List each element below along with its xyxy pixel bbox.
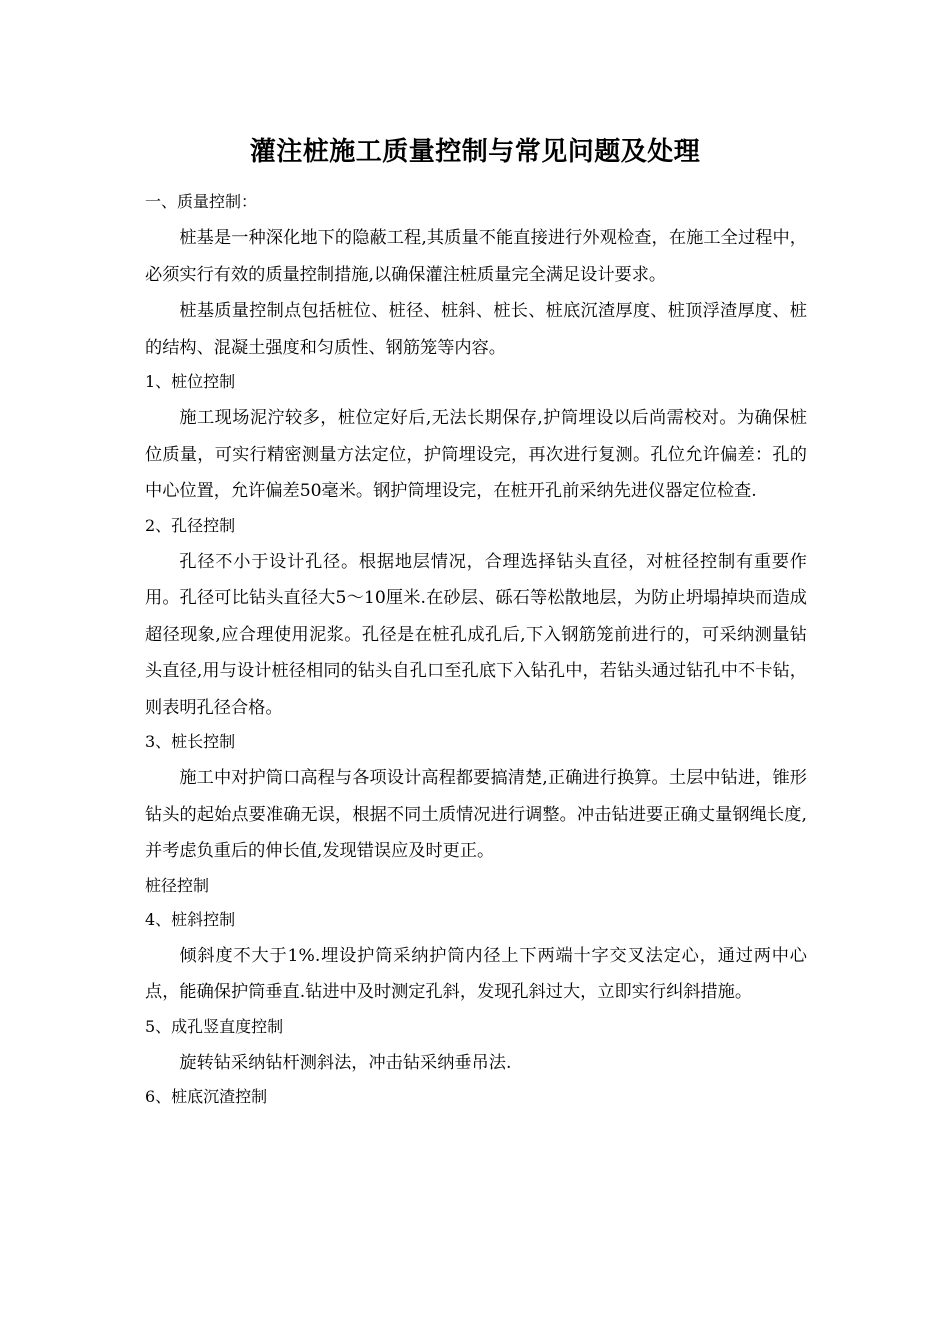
paragraph-pile-length: 施工中对护筒口高程与各项设计高程都要搞清楚,正确进行换算。土层中钻进，锥形钻头的起始点要准确无误，根据不同土质情况进行调整。冲击钻进要正确丈量钢绳长度,并考虑负重后的伸长值,发现错误应及时更正。 <box>145 768 807 861</box>
paragraph-intro: 桩基是一种深化地下的隐蔽工程,其质量不能直接进行外观检查，在施工全过程中，必须实行有效的质量控制措施,以确保灌注桩质量完全满足设计要求。 <box>145 228 807 285</box>
paragraph-control-points: 桩基质量控制点包括桩位、桩径、桩斜、桩长、桩底沉渣厚度、桩顶浮渣厚度、桩的结构、混凝土强度和匀质性、钢筋笼等内容。 <box>145 301 807 358</box>
paragraph-verticality: 旋转钻采纳钻杆测斜法，冲击钻采纳垂吊法. <box>179 1052 512 1073</box>
section-heading-quality-control: 一、质量控制： <box>145 192 258 211</box>
document-title: 灌注桩施工质量控制与常见问题及处理 <box>249 137 701 167</box>
document-body <box>145 186 807 1115</box>
section-heading-pile-position: 1、桩位控制 <box>145 372 236 391</box>
paragraph-hole-diameter: 孔径不小于设计孔径。根据地层情况，合理选择钻头直径，对桩径控制有重要作用。孔径可比钻头直径大5～10厘米.在砂层、砾石等松散地层，为防止坍塌掉块而造成超径现象,应合理使用泥浆。孔径是在桩孔成孔后,下入钢筋笼前进行的，可采纳测量钻头直径,用与设计桩径相同的钻头自孔口至孔底下入钻孔中，若钻头通过钻孔中不卡钻，则表明孔径合格。 <box>145 551 807 718</box>
section-heading-pile-length: 3、桩长控制 <box>145 732 236 751</box>
paragraph-pile-inclination: 倾斜度不大于1%.埋设护筒采纳护筒内径上下两端十字交叉法定心，通过两中心点，能确保护筒垂直.钻进中及时测定孔斜，发现孔斜过大，立即实行纠斜措施。 <box>145 945 807 1002</box>
section-heading-hole-diameter: 2、孔径控制 <box>145 515 236 535</box>
section-heading-bottom-sediment: 6、桩底沉渣控制 <box>145 1087 268 1106</box>
section-heading-pile-diameter: 桩径控制 <box>145 875 210 895</box>
section-heading-pile-inclination: 4、桩斜控制 <box>145 909 236 929</box>
section-heading-verticality: 5、成孔竖直度控制 <box>145 1016 284 1036</box>
paragraph-pile-position: 施工现场泥泞较多，桩位定好后,无法长期保存,护筒埋设以后尚需校对。为确保桩位质量，可实行精密测量方法定位，护筒埋设完，再次进行复测。孔位允许偏差：孔的中心位置，允许偏差50毫米。钢护筒埋设完，在桩开孔前采纳先进仪器定位检查. <box>145 408 807 501</box>
